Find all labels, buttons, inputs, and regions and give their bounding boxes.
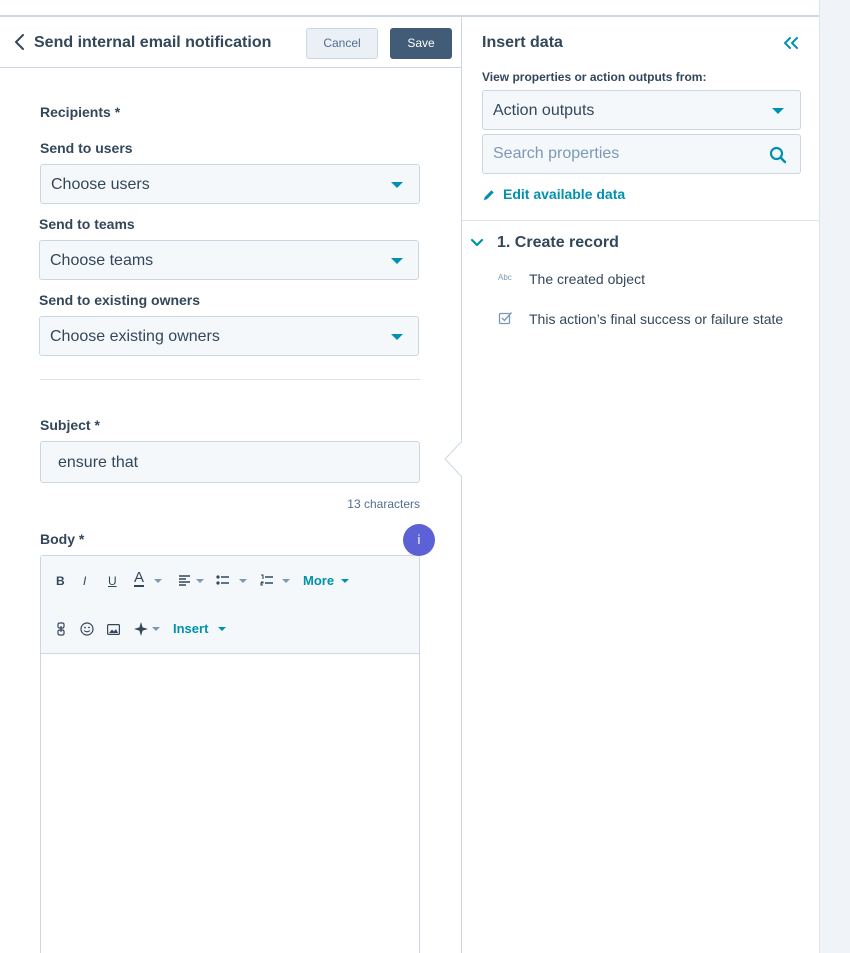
subject-label: Subject *: [40, 417, 100, 433]
search-input[interactable]: [483, 135, 763, 173]
caret-down-icon: [196, 579, 204, 583]
send-to-users-label: Send to users: [40, 140, 133, 156]
page-title: Send internal email notification: [34, 34, 272, 51]
chevron-down-icon: [470, 237, 484, 249]
back-chevron-icon[interactable]: [12, 33, 28, 51]
character-count: 13 characters: [347, 497, 420, 511]
body-label: Body *: [40, 531, 85, 547]
bulleted-list-icon[interactable]: [216, 575, 230, 586]
view-from-label: View properties or action outputs from:: [482, 70, 707, 84]
insert-menu-button[interactable]: Insert: [173, 621, 209, 636]
output-item-label: This action’s final success or failure state: [529, 311, 784, 327]
users-dropdown[interactable]: [40, 164, 420, 204]
caret-down-icon: [282, 579, 290, 583]
recipients-label: Recipients *: [40, 104, 121, 120]
search-icon[interactable]: [769, 146, 787, 164]
send-to-owners-label: Send to existing owners: [39, 292, 201, 308]
text-color-button[interactable]: A: [134, 569, 145, 586]
section-divider: [40, 379, 420, 380]
link-icon[interactable]: [57, 622, 65, 636]
teams-dropdown-value: Choose teams: [50, 252, 154, 269]
owners-dropdown[interactable]: [39, 316, 419, 356]
caret-down-icon: [341, 579, 349, 583]
caret-down-icon: [239, 579, 247, 583]
email-action-panel: [0, 17, 461, 953]
subject-input[interactable]: [40, 441, 420, 483]
editor-toolbar: [41, 556, 419, 654]
save-button[interactable]: Save: [390, 28, 452, 59]
caret-down-icon: [772, 108, 784, 114]
teams-dropdown[interactable]: [39, 240, 419, 280]
panel-divider: [462, 220, 820, 221]
caret-down-icon: [391, 182, 403, 188]
top-bar: [0, 0, 820, 17]
output-item-label: The created object: [529, 271, 645, 287]
align-left-icon[interactable]: [179, 575, 191, 586]
view-from-dropdown[interactable]: [482, 90, 801, 130]
bold-button[interactable]: B: [56, 574, 65, 588]
edit-available-data-label: Edit available data: [503, 186, 626, 202]
search-properties-field[interactable]: [482, 134, 801, 174]
italic-button[interactable]: I: [83, 574, 87, 588]
caret-down-icon: [152, 627, 160, 631]
cancel-button[interactable]: Cancel: [306, 28, 378, 59]
caret-down-icon: [218, 627, 226, 631]
subject-input-value: ensure that: [58, 454, 139, 471]
view-from-value: Action outputs: [493, 102, 595, 119]
numbered-list-icon[interactable]: [260, 574, 274, 587]
insert-data-panel: [461, 17, 819, 953]
insert-data-title: Insert data: [482, 34, 563, 51]
emoji-icon[interactable]: [80, 622, 94, 636]
ai-sparkle-icon[interactable]: [134, 622, 148, 636]
caret-down-icon: [391, 258, 403, 264]
right-gutter: [819, 0, 850, 953]
panel-pointer: [444, 441, 462, 477]
caret-down-icon: [154, 579, 162, 583]
send-to-teams-label: Send to teams: [39, 216, 135, 232]
rich-text-editor[interactable]: [40, 555, 420, 953]
collapse-panel-icon[interactable]: [782, 34, 800, 52]
underline-button[interactable]: U: [108, 574, 117, 588]
section-title: 1. Create record: [497, 234, 619, 251]
owners-dropdown-value: Choose existing owners: [50, 328, 220, 345]
caret-down-icon: [391, 334, 403, 340]
panel-header: [0, 17, 461, 68]
more-menu-button[interactable]: More: [303, 573, 335, 588]
users-dropdown-value: Choose users: [51, 176, 150, 193]
info-badge[interactable]: i: [403, 524, 435, 556]
image-icon[interactable]: [107, 624, 120, 635]
checkbox-state-icon: [498, 311, 514, 325]
pencil-icon: [482, 188, 496, 202]
text-type-icon: Abc: [498, 273, 512, 282]
